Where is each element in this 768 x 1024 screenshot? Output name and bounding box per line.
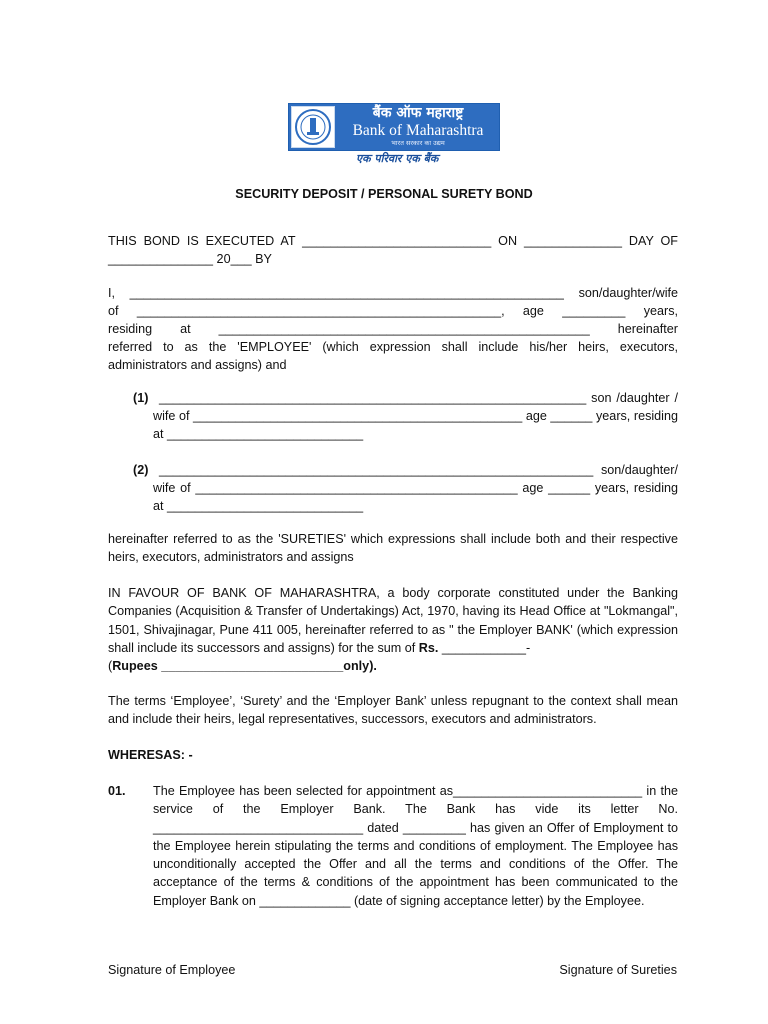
employee-line-5: administrators and assigns) and — [108, 358, 287, 372]
surety-1-line-3: at ____________________________ — [153, 427, 364, 441]
logo-subtitle: भारत सरकार का उद्यम — [391, 139, 445, 147]
logo-hindi-name: बैंक ऑफ महाराष्ट्र — [372, 105, 464, 121]
surety-1-number: (1) — [133, 391, 149, 405]
bank-logo — [288, 103, 500, 151]
terms-paragraph: The terms ‘Employee’, ‘Surety’ and the ‘Employer Bank’ unless repugnant to the context shall mean and include their heirs, legal representatives, successors, executors and administrators. — [108, 694, 678, 727]
executed-line-1: THIS BOND IS EXECUTED AT ___________________________ ON ______________ DAY OF — [108, 234, 678, 248]
sureties-paragraph: hereinafter referred to as the 'SURETIES' which expressions shall include both and their respective heirs, executors, administrators and assigns — [108, 532, 678, 565]
logo-english-name: Bank of Maharashtra — [352, 122, 484, 139]
favour-paragraph — [108, 584, 678, 675]
logo-tagline: एक परिवार एक बैंक — [356, 152, 439, 165]
employee-line-3: residing at _____________________________________________________ hereinafter — [108, 322, 678, 336]
rs-blank: ____________- — [441, 640, 531, 655]
surety-2-number: (2) — [133, 463, 149, 477]
employee-signature-label: Signature of Employee — [108, 963, 236, 977]
surety-2-line-2: wife of ______________________________________________ age ______ years, residing — [153, 481, 678, 495]
favour-text: IN FAVOUR OF BANK OF MAHARASHTRA, a body corporate constituted under the Banking Companies (Acquisition & Transfer of Undertakings) Act, 1970, having its Head Office at "Lokmangal", 1501, Shivajinagar, Pune 411 005, hereinafter referred to as " the Employer BANK' (which expression shall include its successors and assigns) for the sum of — [108, 586, 678, 655]
surety-2-line-1: ______________________________________________________________ son/daughter/ — [159, 463, 678, 477]
executed-line-2: _______________ 20___ BY — [108, 252, 272, 266]
surety-1-line-1: _____________________________________________________________ son /daughter / — [159, 391, 678, 405]
employee-line-4: referred to as the 'EMPLOYEE' (which expression shall include his/her heirs, executors, — [108, 340, 678, 354]
rs-label: Rs. — [418, 640, 439, 655]
employee-line-2: of ____________________________________________________, age _________ years, — [108, 304, 678, 318]
employee-line-1: I, ______________________________________________________________ son/daughter/wife — [108, 286, 678, 300]
surety-2-line-3: at ____________________________ — [153, 499, 364, 513]
whereas-heading: WHERESAS: - — [108, 748, 193, 762]
clause-01-number: 01. — [108, 784, 126, 798]
sureties-signature-label: Signature of Sureties — [559, 963, 677, 977]
rupees-words: Rupees __________________________only). — [112, 659, 377, 674]
clause-01-text: The Employee has been selected for appointment as___________________________ in the service of the Employer Bank. The Bank has vide its letter No. ______________________________ dated _________ has given an Offer of Employment to the Employee herein stipulating the terms and conditions of employment. The Employee has unconditionally accepted the Offer and all the terms and conditions of the Offer. The acceptance of the terms & conditions of the appointment has been communicated to the Employer Bank on _____________ (date of signing acceptance letter) by the Employee. — [153, 784, 678, 908]
document-title: SECURITY DEPOSIT / PERSONAL SURETY BOND — [235, 187, 533, 201]
surety-1-line-2: wife of _______________________________________________ age ______ years, residing — [153, 409, 678, 423]
rupees-open-paren: ( — [108, 659, 113, 674]
bank-seal-icon — [291, 106, 335, 148]
